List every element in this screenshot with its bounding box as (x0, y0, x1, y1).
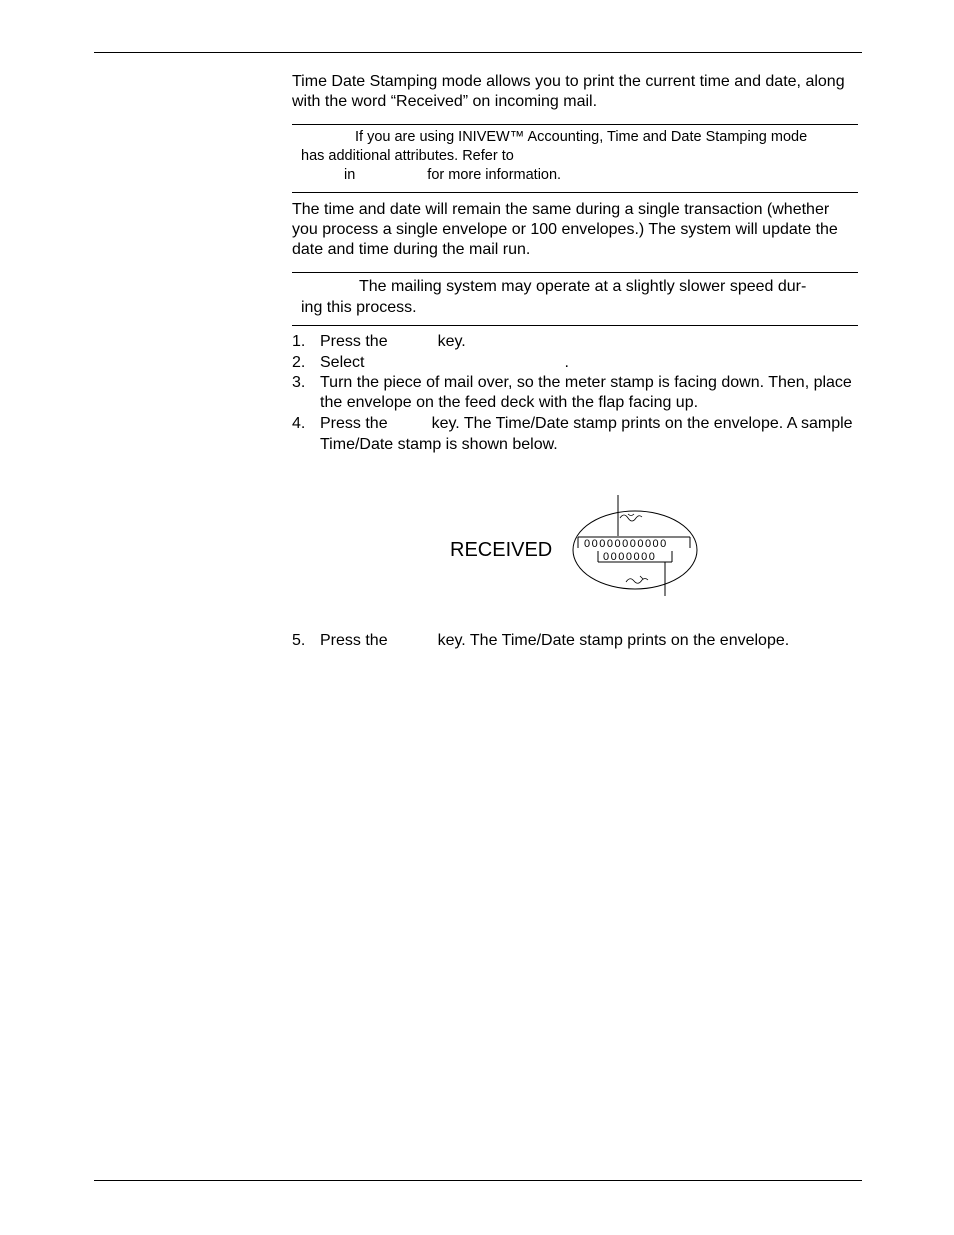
intro-paragraph: Time Date Stamping mode allows you to print the current time and date, along with the word “Received” on incoming mail. (292, 73, 845, 110)
step-5: 5. Press the key. The Time/Date stamp prints on the envelope. (292, 632, 790, 649)
step-4: 4. Press the key. The Time/Date stamp prints on the envelope. A sample Time/Date stamp is shown below. (292, 415, 853, 453)
stamp-line2-digits: 0000000 (603, 551, 657, 563)
transaction-paragraph: The time and date will remain the same during a single transaction (whether you process a single envelope or 100 envelopes.) The system will update the date and time during the mail run. (292, 201, 838, 258)
footer-rule (94, 1180, 862, 1181)
step-3: 3. Turn the piece of mail over, so the meter stamp is facing down. Then, place the envelope on the feed deck with the flap facing up. (292, 374, 852, 411)
speed-note: The mailing system may operate at a slightly slower speed dur- ing this process. (301, 278, 807, 316)
received-label: RECEIVED (450, 539, 553, 561)
scribble-bottom-icon (626, 576, 648, 583)
stamp-ellipse (573, 511, 697, 589)
scribble-top-icon (620, 514, 642, 521)
stamp-line1-digits: 00000000000 (584, 538, 668, 550)
header-rule (94, 52, 862, 53)
note-top-rule (292, 124, 858, 125)
note2-bottom-rule (292, 325, 858, 326)
step-1: 1. Press the key. (292, 333, 466, 350)
step-2: 2. Select . (292, 354, 569, 371)
time-date-stamp-figure (440, 490, 710, 600)
note-bottom-rule (292, 192, 858, 193)
procedure-steps (292, 332, 862, 455)
accounting-note: If you are using INIVEW™ Accounting, Time and Date Stamping mode has additional attributes. Refer to in for more information. (301, 129, 808, 183)
note2-top-rule (292, 272, 858, 273)
